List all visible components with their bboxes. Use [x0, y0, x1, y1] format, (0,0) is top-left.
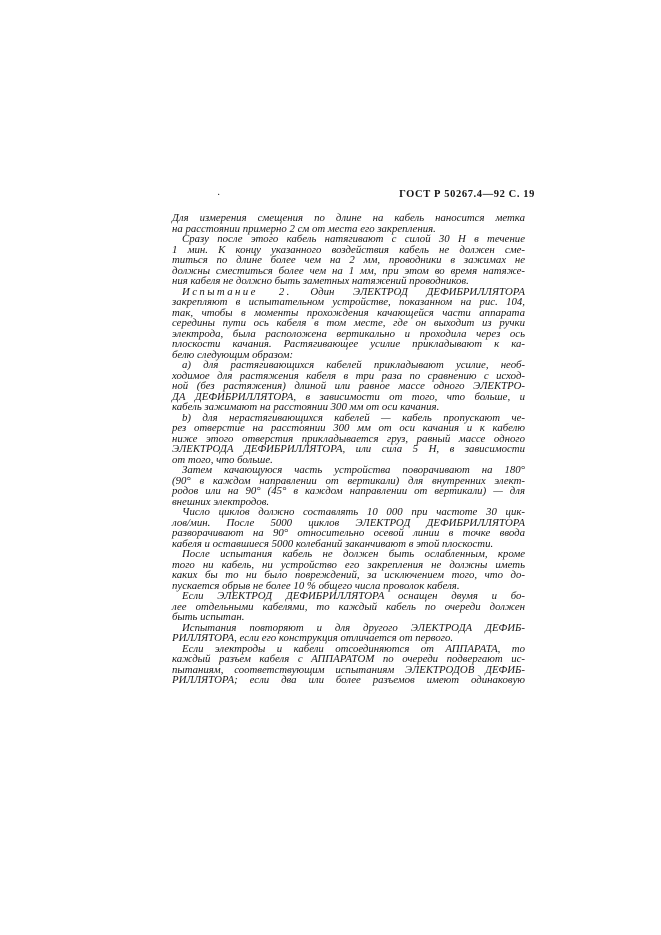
paragraph — [172, 413, 525, 466]
paragraph — [172, 213, 525, 234]
text-fragment: Один ЭЛЕКТРОД ДЕФИБРИЛЛЯТОРА — [291, 285, 525, 298]
text-line: закрепляют в испытательном устройстве, показанном на рис. 104, — [172, 296, 525, 308]
text-line: ДА ДЕФИБРИЛЛЯТОРА, в зависимости от того, что больше, и — [172, 390, 525, 403]
text-line: кабеля и оставшиеся 5000 колебаний заканчивают в этой плоскости. — [172, 537, 494, 550]
text-line: рез отверстие на расстоянии 300 мм от оси качания и к кабелю — [172, 422, 525, 434]
text-line: от того, что больше. — [172, 453, 273, 466]
text-line: b) для нерастягивающихся кабелей — кабель пропускают че- — [182, 411, 525, 424]
text-line: каждый разъем кабеля с АППАРАТОМ по очереди подвергают ис- — [172, 653, 525, 665]
text-line: того ни кабель, ни устройство его закрепления не должны иметь — [172, 558, 525, 571]
text-line: внешних электродов. — [172, 495, 270, 508]
text-line: середины пути ось кабеля в том месте, где он выходит из ручки — [172, 317, 525, 329]
text-line: плоскости качания. Растягивающее усилие прикладывают к ка- — [172, 338, 525, 350]
text-line: Затем качающуюся часть устройства поворачивают на 180° — [182, 464, 525, 476]
text-line: пускается обрыв не более 10 % общего числа проволок кабеля. — [172, 579, 460, 592]
text-line: на расстоянии примерно 2 см от места его закрепления. — [172, 222, 436, 235]
text-line: РИЛЛЯТОРА; если два или более разъемов имеют одинаковую — [172, 674, 525, 686]
test-heading: Испытание 2. — [182, 285, 292, 298]
text-line: РИЛЛЯТОРА, если его конструкция отличается от первого. — [172, 632, 454, 644]
text-line: ходимое для растяжения кабеля в три раза по сравнению с исход- — [172, 369, 525, 382]
text-line: Если ЭЛЕКТРОД ДЕФИБРИЛЛЯТОРА оснащен двумя и бо- — [182, 590, 525, 602]
paragraph — [172, 507, 525, 549]
stray-dot: · — [217, 190, 221, 201]
text-line: ниже этого отверстия прикладывается груз, равный массе одного — [172, 432, 525, 445]
text-line: лов/мин. После 5000 циклов ЭЛЕКТРОД ДЕФИБРИЛЛЯТОРА — [172, 516, 525, 529]
paragraph — [172, 287, 525, 361]
text-line: Испытания повторяют и для другого ЭЛЕКТРОДА ДЕФИБ- — [182, 621, 525, 634]
text-line: ной (без растяжения) длиной или равное массе одного ЭЛЕКТРО- — [172, 380, 525, 392]
text-line: а) для растягивающихся кабелей прикладывают усилие, необ- — [182, 359, 525, 371]
paragraph — [172, 623, 525, 644]
body-text — [172, 213, 525, 686]
paragraph — [172, 465, 525, 507]
standard-label: ГОСТ Р — [399, 189, 442, 200]
text-line: (90° в каждом направлении от вертикали) для внутренних элект- — [172, 474, 525, 487]
text-line: Если электроды и кабели отсоединяются от АППАРАТА, то — [182, 642, 525, 655]
text-line: каких бы то ни было повреждений, за исключением того, что до- — [172, 569, 525, 581]
page-number: С. 19 — [508, 189, 535, 200]
text-line: белю следующим образом: — [172, 348, 294, 361]
text-line: электрода, была расположена вертикально и проходила через ось — [172, 327, 525, 340]
text-line: пытаниям, соответствующим испытаниям ЭЛЕКТРОДОВ ДЕФИБ- — [172, 663, 525, 676]
text-line: ЭЛЕКТРОДА ДЕФИБРИЛЛЯТОРА, или сила 5 Н, в зависимости — [172, 443, 525, 455]
text-line: так, чтобы в моменты прохождения качающейся части аппарата — [172, 306, 525, 319]
paragraph — [172, 644, 525, 686]
text-line: должны сместиться более чем на 1 мм, при этом во время натяже- — [172, 264, 525, 277]
text-line: быть испытан. — [172, 611, 245, 623]
text-line: ния кабеля не должно быть заметных натяжений проводников. — [172, 275, 469, 287]
text-line: Для измерения смещения по длине на кабель наносится метка — [172, 212, 525, 224]
text-line: родов или на 90° (45° в каждом направлении от вертикали) — для — [172, 485, 525, 497]
text-line: Число циклов должно составлять 10 000 при частоте 30 цик- — [182, 506, 525, 518]
standard-number: 50267.4—92 — [444, 189, 506, 200]
text-line: После испытания кабель не должен быть ослабленным, кроме — [182, 548, 525, 560]
text-line: разворачивают на 90° относительно осевой линии в точке ввода — [172, 527, 525, 539]
text-line: кабель зажимают на расстоянии 300 мм от оси качания. — [172, 401, 440, 413]
paragraph — [172, 234, 525, 287]
paragraph — [172, 591, 525, 623]
paragraph — [172, 360, 525, 413]
paragraph — [172, 549, 525, 591]
text-line: титься по длине более чем на 2 мм, проводники в зажимах не — [172, 254, 525, 266]
text-line: 1 мин. К концу указанного воздействия кабель не должен сме- — [172, 243, 525, 256]
page-header — [399, 189, 535, 200]
text-line: лее отдельными кабелями, то каждый кабель по очереди должен — [172, 600, 525, 613]
text-line: Сразу после этого кабель натягивают с силой 30 Н в течение — [182, 233, 525, 245]
